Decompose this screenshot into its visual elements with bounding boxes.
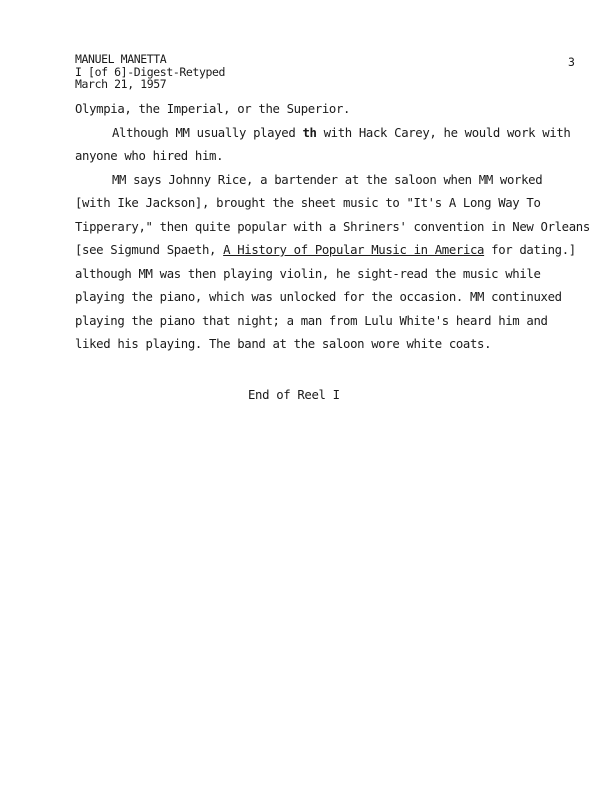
body-line: playing the piano that night; a man from Lulu White's heard him and [75, 313, 548, 328]
body-line: anyone who hired him. [75, 149, 224, 163]
body-text-segment: Although MM usually played [112, 125, 303, 140]
body-line: Olympia, the Imperial, or the Superior. [75, 102, 351, 116]
body-text-segment: [see Sigmund Spaeth, [75, 243, 224, 257]
header-reel-info: I [of 6]-Digest-Retyped [75, 64, 226, 79]
book-title: A History of Popular Music in America [223, 243, 485, 257]
body-text-segment: with Hack Carey, he would work with [316, 125, 571, 140]
body-line: although MM was then playing violin, he sight-read the music while [75, 266, 541, 281]
body-line: Tipperary," then quite popular with a Shriners' convention in New Orleans [75, 219, 590, 234]
end-of-reel-note: End of Reel I [248, 388, 340, 402]
body-line: playing the piano, which was unlocked for the occasion. MM continuxed [75, 290, 562, 304]
body-text [75, 98, 605, 357]
body-line [75, 239, 605, 263]
body-line [75, 122, 605, 146]
body-line: [with Ike Jackson], brought the sheet music to "It's A Long Way To [75, 196, 541, 210]
body-text-segment: for dating.] [484, 243, 576, 257]
document-header [75, 53, 225, 91]
struck-text: th [302, 125, 317, 140]
header-name: MANUEL MANETTA [75, 52, 167, 66]
header-date: March 21, 1957 [75, 77, 167, 91]
body-line: liked his playing. The band at the saloon wore white coats. [75, 337, 492, 351]
page-number: 3 [568, 55, 575, 69]
body-line: MM says Johnny Rice, a bartender at the saloon when MM worked [112, 172, 543, 187]
